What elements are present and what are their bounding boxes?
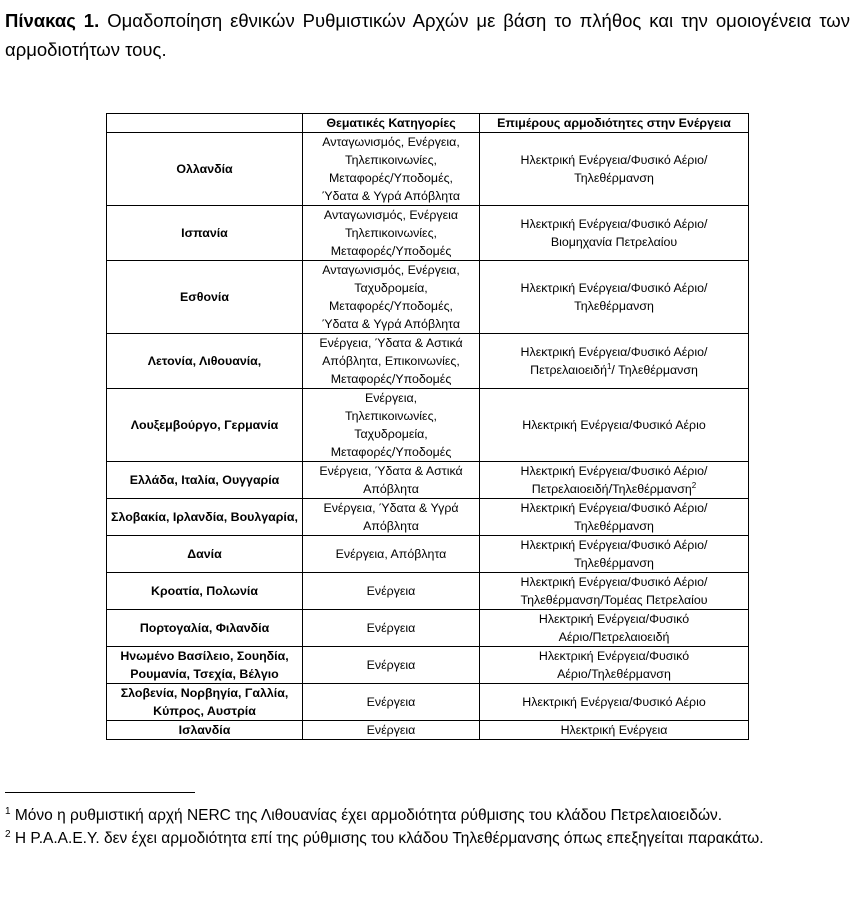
- energy-line: [483, 215, 745, 233]
- energy-cell: [480, 647, 749, 684]
- table-header-row: [107, 114, 749, 133]
- table-row: [107, 389, 749, 462]
- caption-text: Ομαδοποίηση εθνικών Ρυθμιστικών Αρχών με βάση το πλήθος και την ομοιογένεια των αρμοδιοτήτων τους.: [5, 10, 850, 60]
- themes-line: Ύδατα & Υγρά Απόβλητα: [321, 189, 461, 203]
- country-cell: Σλοβενία, Νορβηγία, Γαλλία, Κύπρος, Αυστρία: [107, 684, 303, 721]
- regulators-table: [106, 113, 749, 740]
- energy-line: [483, 628, 745, 646]
- themes-cell: [303, 334, 480, 389]
- themes-line: Ταχυδρομεία,: [354, 427, 428, 441]
- energy-line-text: Ηλεκτρική Ενέργεια/Φυσικό Αέριο/: [520, 464, 708, 478]
- themes-line: Ενέργεια, Ύδατα & Αστικά: [319, 464, 463, 478]
- energy-line-text: Τηλεθέρμανση: [574, 171, 654, 185]
- energy-line: [483, 499, 745, 517]
- table-row: [107, 499, 749, 536]
- footnote-2: [5, 827, 845, 850]
- energy-line-text: Αέριο/Πετρελαιοειδή: [558, 630, 670, 644]
- country-cell: Ελλάδα, Ιταλία, Ουγγαρία: [107, 462, 303, 499]
- energy-cell: [480, 462, 749, 499]
- themes-line: Τηλεπικοινωνίες,: [344, 226, 437, 240]
- energy-line: [483, 462, 745, 480]
- energy-line-text: Τηλεθέρμανση/Τομέας Πετρελαίου: [520, 593, 708, 607]
- themes-cell: [303, 133, 480, 206]
- energy-line: [483, 169, 745, 187]
- country-cell: Ολλανδία: [107, 133, 303, 206]
- energy-line-text: Πετρελαιοειδή: [530, 363, 607, 377]
- themes-cell: [303, 206, 480, 261]
- table-row: [107, 610, 749, 647]
- energy-line: [483, 517, 745, 535]
- country-cell: Ισλανδία: [107, 721, 303, 740]
- country-cell: Κροατία, Πολωνία: [107, 573, 303, 610]
- themes-line: Ενέργεια, Ύδατα & Αστικά: [319, 336, 463, 350]
- themes-cell: [303, 721, 480, 740]
- energy-cell: [480, 573, 749, 610]
- footnote-1: [5, 804, 845, 827]
- energy-line: [483, 297, 745, 315]
- energy-line-text: Ηλεκτρική Ενέργεια/Φυσικό Αέριο/: [520, 575, 708, 589]
- energy-line: [483, 665, 745, 683]
- themes-line: Ανταγωνισμός, Ενέργεια,: [322, 135, 460, 149]
- table-row: [107, 684, 749, 721]
- energy-line: [483, 480, 745, 498]
- energy-line-text: Ηλεκτρική Ενέργεια: [560, 723, 668, 737]
- header-energy: Επιμέρους αρμοδιότητες στην Ενέργεια: [480, 114, 749, 133]
- energy-line: [483, 536, 745, 554]
- energy-line: [483, 554, 745, 572]
- themes-line: Ενέργεια: [366, 658, 416, 672]
- energy-cell: [480, 133, 749, 206]
- energy-line: [483, 591, 745, 609]
- footnote-mark: 1: [5, 805, 11, 817]
- country-cell: Λετονία, Λιθουανία,: [107, 334, 303, 389]
- energy-line-text: Ηλεκτρική Ενέργεια/Φυσικό Αέριο/: [520, 281, 708, 295]
- energy-line: [483, 343, 745, 361]
- table-row: [107, 462, 749, 499]
- energy-line-text: Ηλεκτρική Ενέργεια/Φυσικό Αέριο/: [520, 345, 708, 359]
- country-cell: Εσθονία: [107, 261, 303, 334]
- table-row: [107, 206, 749, 261]
- themes-line: Τηλεπικοινωνίες,: [344, 153, 437, 167]
- energy-line: [483, 361, 745, 379]
- footnote-ref: 2: [691, 480, 697, 490]
- themes-line: Απόβλητα: [363, 482, 419, 496]
- themes-line: Ενέργεια, Απόβλητα: [335, 547, 447, 561]
- energy-cell: [480, 206, 749, 261]
- energy-line: [483, 151, 745, 169]
- themes-cell: [303, 610, 480, 647]
- country-cell: Λουξεμβούργο, Γερμανία: [107, 389, 303, 462]
- energy-cell: [480, 261, 749, 334]
- country-cell: Σλοβακία, Ιρλανδία, Βουλγαρία,: [107, 499, 303, 536]
- table-caption: [5, 6, 850, 64]
- energy-line-text: Ηλεκτρική Ενέργεια/Φυσικό Αέριο/: [520, 501, 708, 515]
- energy-line-text: Ηλεκτρική Ενέργεια/Φυσικό Αέριο/: [520, 153, 708, 167]
- themes-line: Ύδατα & Υγρά Απόβλητα: [321, 317, 461, 331]
- country-cell: Ηνωμένο Βασίλειο, Σουηδία, Ρουμανία, Τσεχία, Βέλγιο: [107, 647, 303, 684]
- themes-line: Ενέργεια: [366, 621, 416, 635]
- themes-line: Ταχυδρομεία,: [354, 281, 428, 295]
- themes-line: Απόβλητα: [363, 519, 419, 533]
- country-cell: Πορτογαλία, Φιλανδία: [107, 610, 303, 647]
- energy-line-text: Τηλεθέρμανση: [574, 556, 654, 570]
- themes-cell: [303, 462, 480, 499]
- header-empty: [107, 114, 303, 133]
- energy-line: [483, 610, 745, 628]
- table-row: [107, 721, 749, 740]
- energy-line-text: Ηλεκτρική Ενέργεια/Φυσικό Αέριο: [522, 695, 706, 709]
- energy-line: [483, 279, 745, 297]
- themes-line: Ενέργεια,: [364, 391, 418, 405]
- themes-line: Μεταφορές/Υποδομές,: [328, 299, 454, 313]
- energy-cell: [480, 684, 749, 721]
- footnote-text: Μόνο η ρυθμιστική αρχή NERC της Λιθουανίας έχει αρμοδιότητα ρύθμισης του κλάδου Πετρελαιοειδών.: [14, 807, 723, 824]
- energy-line: [483, 721, 745, 739]
- energy-line-text: Βιομηχανία Πετρελαίου: [550, 235, 678, 249]
- energy-line-text: Ηλεκτρική Ενέργεια/Φυσικό Αέριο: [522, 418, 706, 432]
- themes-line: Ενέργεια, Ύδατα & Υγρά: [323, 501, 459, 515]
- energy-cell: [480, 536, 749, 573]
- themes-cell: [303, 261, 480, 334]
- table-row: [107, 133, 749, 206]
- themes-line: Ενέργεια: [366, 584, 416, 598]
- energy-line: [483, 693, 745, 711]
- energy-line-text: Πετρελαιοειδή/Τηλεθέρμανση: [531, 482, 692, 496]
- energy-line: [483, 233, 745, 251]
- themes-cell: [303, 647, 480, 684]
- energy-line: [483, 573, 745, 591]
- energy-line-text: Ηλεκτρική Ενέργεια/Φυσικό: [538, 649, 690, 663]
- caption-label: Πίνακας 1.: [5, 10, 100, 31]
- footnote-text: Η Ρ.Α.Α.Ε.Υ. δεν έχει αρμοδιότητα επί της ρύθμισης του κλάδου Τηλεθέρμανσης όπως επεξηγείται παρακάτω.: [14, 830, 764, 847]
- themes-line: Ανταγωνισμός, Ενέργεια,: [322, 263, 460, 277]
- themes-line: Μεταφορές/Υποδομές: [330, 445, 452, 459]
- energy-cell: [480, 721, 749, 740]
- themes-line: Μεταφορές/Υποδομές,: [328, 171, 454, 185]
- energy-cell: [480, 499, 749, 536]
- themes-cell: [303, 684, 480, 721]
- energy-line-text: Ηλεκτρική Ενέργεια/Φυσικό Αέριο/: [520, 217, 708, 231]
- energy-cell: [480, 389, 749, 462]
- energy-line: [483, 647, 745, 665]
- country-cell: Ισπανία: [107, 206, 303, 261]
- themes-cell: [303, 536, 480, 573]
- energy-line-text: Τηλεθέρμανση: [574, 299, 654, 313]
- country-cell: Δανία: [107, 536, 303, 573]
- table-row: [107, 647, 749, 684]
- energy-line-text: Ηλεκτρική Ενέργεια/Φυσικό Αέριο/: [520, 538, 708, 552]
- energy-line-tail: / Τηλεθέρμανση: [611, 363, 698, 377]
- table-row: [107, 261, 749, 334]
- energy-line-text: Τηλεθέρμανση: [574, 519, 654, 533]
- themes-line: Μεταφορές/Υποδομές: [330, 244, 452, 258]
- themes-line: Ενέργεια: [366, 723, 416, 737]
- table-row: [107, 573, 749, 610]
- themes-line: Απόβλητα, Επικοινωνίες,: [322, 354, 460, 368]
- header-themes: Θεματικές Κατηγορίες: [303, 114, 480, 133]
- themes-cell: [303, 573, 480, 610]
- themes-line: Μεταφορές/Υποδομές: [330, 372, 452, 386]
- energy-line-text: Ηλεκτρική Ενέργεια/Φυσικό: [538, 612, 690, 626]
- themes-cell: [303, 499, 480, 536]
- energy-cell: [480, 334, 749, 389]
- themes-line: Τηλεπικοινωνίες,: [344, 409, 437, 423]
- footnote-ref: 1: [606, 361, 612, 371]
- table-row: [107, 334, 749, 389]
- table-row: [107, 536, 749, 573]
- energy-cell: [480, 610, 749, 647]
- energy-line: [483, 416, 745, 434]
- footnote-mark: 2: [5, 828, 11, 840]
- themes-cell: [303, 389, 480, 462]
- themes-line: Ανταγωνισμός, Ενέργεια: [323, 208, 459, 222]
- themes-line: Ενέργεια: [366, 695, 416, 709]
- energy-line-text: Αέριο/Τηλεθέρμανση: [557, 667, 671, 681]
- footnote-separator: [5, 792, 195, 793]
